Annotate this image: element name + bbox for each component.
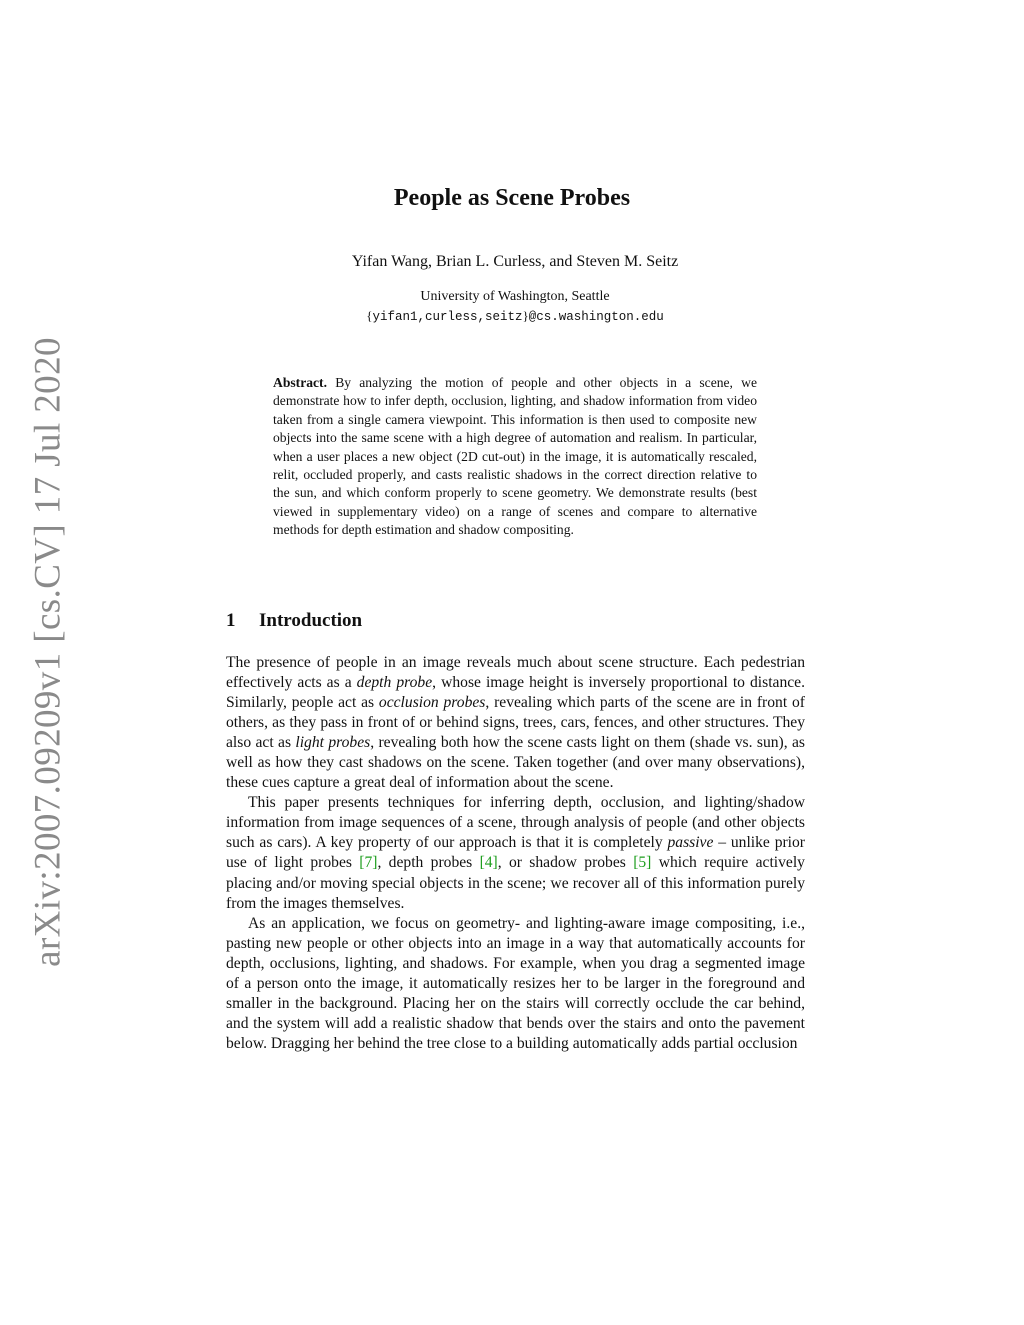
arxiv-identifier-stamp: arXiv:2007.09209v1 [cs.CV] 17 Jul 2020 — [27, 337, 69, 967]
paragraph-2-text: , or shadow probes — [497, 854, 634, 872]
introduction-body — [226, 653, 805, 1054]
paper-title: People as Scene Probes — [393, 185, 631, 211]
section-heading-introduction — [226, 610, 362, 632]
affiliation: University of Washington, Seattle — [420, 289, 610, 304]
section-title: Introduction — [259, 610, 363, 631]
paragraph-1-text: , revealing which parts of the scene are in front of others, as they pass in front of or behind signs, trees, cars, fences, and other structures. They also act as — [226, 694, 805, 752]
email-usernames: yifan1,curless,seitz — [372, 310, 523, 324]
abstract-label: Abstract. — [273, 375, 327, 390]
paragraph-2 — [226, 793, 805, 913]
email-domain: @cs.washington.edu — [528, 310, 664, 324]
email-open-brace: { — [366, 308, 373, 323]
paragraph-3 — [226, 914, 805, 1054]
citation-link-4[interactable]: [4] — [479, 854, 498, 872]
paragraph-1-text: The presence of people in an image reveals much about scene structure. Each pedestrian effectively acts as a — [226, 654, 805, 692]
paragraph-2-text: which require actively placing and/or moving special objects in the scene; we recover all of this information purely from the images themselves. — [226, 854, 805, 912]
term-occlusion-probes: occlusion probes — [378, 694, 486, 712]
paragraph-3-text: As an application, we focus on geometry- and lighting-aware image compositing, i.e., pasting new people or other objects into an image in a way that automatically accounts for depth, occlusions, lighting, and shadows. For example, when you drag a segmented image of a person onto the image, it automatically resizes her to be larger in the foreground and smaller in the background. Placing her on the stairs will correctly occlude the car behind, and the system will add a realistic shadow that bends over the stairs and onto the pavement below. Dragging her behind the tree close to a building automatically adds partial occlusion — [226, 914, 805, 1052]
term-light-probes: light probes — [295, 734, 371, 752]
author-emails — [0, 308, 1024, 324]
section-number: 1 — [226, 610, 236, 631]
term-depth-probe: depth probe — [356, 674, 433, 692]
term-passive: passive — [667, 834, 714, 852]
paragraph-2-text: – unlike prior use of light probes — [226, 834, 806, 872]
abstract-block — [273, 374, 757, 540]
paragraph-1 — [226, 653, 805, 793]
citation-link-7[interactable]: [7] — [359, 854, 378, 872]
author-list: Yifan Wang, Brian L. Curless, and Steven M. Seitz — [351, 253, 679, 270]
paragraph-2-text: This paper presents techniques for inferring depth, occlusion, and lighting/shadow information from image sequences of a scene, through analysis of people (and other objects such as cars). A key property of our approach is that it is completely — [226, 794, 805, 852]
paragraph-2-text: , depth probes — [377, 854, 480, 872]
abstract-text: By analyzing the motion of people and other objects in a scene, we demonstrate how to infer depth, occlusion, lighting, and shadow information from video taken from a single camera viewpoint. This information is then used to composite new objects into the same scene with a high degree of automation and realism. In particular, when a user places a new object (2D cut-out) in the image, it is automatically rescaled, relit, occluded properly, and casts realistic shadows in the correct direction relative to the sun, and which conform properly to scene geometry. We demonstrate results (best viewed in supplementary video) on a range of scenes and compare to alternative methods for depth estimation and shadow compositing. — [273, 375, 757, 538]
email-close-brace: } — [522, 308, 529, 323]
paragraph-1-text: , whose image height is inversely proportional to distance. Similarly, people act as — [226, 674, 805, 712]
citation-link-5[interactable]: [5] — [633, 854, 652, 872]
paragraph-1-text: , revealing both how the scene casts light on them (shade vs. sun), as well as how they cast shadows on the scene. Taken together (and over many observations), these cues capture a great deal of information about the scene. — [226, 734, 805, 792]
